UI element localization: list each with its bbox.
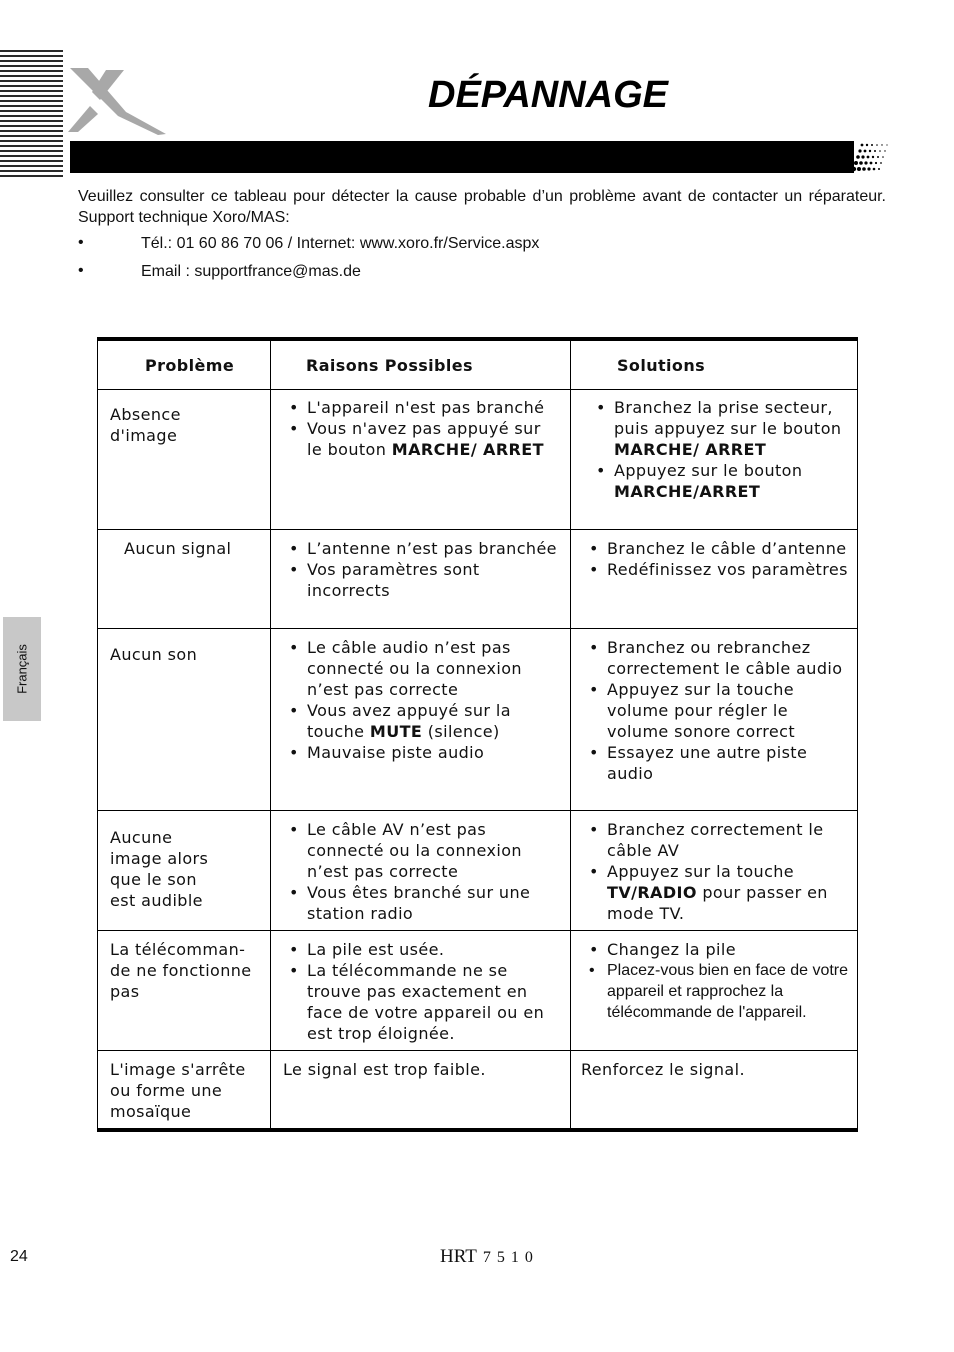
reason-text: Vous êtes branché sur une station radio <box>307 883 531 923</box>
reason-text: Vous avez appuyé sur la touche <box>307 701 511 741</box>
list-item <box>281 637 566 700</box>
header-reasons-label: Raisons Possibles <box>306 355 473 375</box>
reason-text: Mauvaise piste audio <box>307 743 485 762</box>
list-item <box>281 882 566 924</box>
reason-bold-text: MUTE <box>369 722 423 741</box>
list-item <box>281 960 566 1044</box>
language-tab-label: Français <box>14 644 30 694</box>
solution-text: Appuyez sur le bouton <box>614 461 803 480</box>
list-item <box>588 397 851 460</box>
table-row <box>98 390 858 530</box>
list-item <box>581 861 851 924</box>
contact-phone-text: Tél.: 01 60 86 70 06 / Internet: www.xoro.fr/Service.aspx <box>141 235 540 252</box>
reasons-cell <box>271 811 571 931</box>
reason-text: Le câble audio n’est pas connecté ou la connexion n’est pas correcte <box>307 638 522 699</box>
problem-text: Aucun signal <box>124 539 232 558</box>
list-item <box>281 538 560 559</box>
problem-cell <box>98 390 271 530</box>
solutions-cell <box>571 629 858 811</box>
intro-paragraph: Veuillez consulter ce tableau pour détecter la cause probable d’un problème avant de contacter un réparateur. Support technique Xoro/MAS: <box>78 188 886 226</box>
reasons-cell <box>271 1051 571 1131</box>
reason-text: L’antenne n’est pas branchée <box>307 539 557 558</box>
problem-text: Aucune image alors que le son est audible <box>110 828 209 910</box>
problem-cell <box>98 1051 271 1131</box>
problem-cell <box>98 629 271 811</box>
solutions-cell <box>571 931 858 1051</box>
problem-text: La télécomman-de ne fonctionne pas <box>110 940 252 1001</box>
reason-text: Vos paramètres sont incorrects <box>307 560 480 600</box>
list-item <box>281 418 560 460</box>
list-item <box>581 538 851 559</box>
list-item <box>581 939 851 960</box>
table-row <box>98 931 858 1051</box>
solution-text: Changez la pile <box>607 940 736 959</box>
halftone-dots <box>850 141 890 173</box>
title-bar <box>70 141 854 173</box>
solution-text: Essayez une autre piste audio <box>607 743 808 783</box>
table-row <box>98 530 858 629</box>
header-problem-label: Problème <box>145 355 235 375</box>
solution-bold-text: MARCHE/ARRET <box>614 482 761 501</box>
reason-text: La pile est usée. <box>307 940 445 959</box>
solutions-cell <box>571 1051 858 1131</box>
list-item <box>581 742 851 784</box>
table-row <box>98 811 858 931</box>
model-number: 7510 <box>482 1249 539 1266</box>
margin-stripes <box>0 50 63 180</box>
table-row <box>98 629 858 811</box>
problem-text: Absence d'image <box>110 405 181 445</box>
model-prefix: HRT <box>440 1246 477 1267</box>
solution-bold-text: TV/RADIO <box>607 883 697 902</box>
solution-text: Branchez ou rebranchez correctement le câble audio <box>607 638 843 678</box>
reason-text: La télécommande ne se trouve pas exactement en face de votre appareil ou en est trop éloignée. <box>307 961 545 1043</box>
reason-bold-text: MARCHE/ ARRET <box>391 440 544 459</box>
solution-text: Branchez correctement le câble AV <box>607 820 824 860</box>
list-item <box>588 460 851 502</box>
table-row <box>98 1051 858 1131</box>
model-name <box>440 1246 539 1268</box>
reason-text: Le signal est trop faible. <box>283 1060 486 1079</box>
list-item <box>281 700 566 742</box>
bullet-icon: • <box>78 262 84 279</box>
reason-text-after: (silence) <box>422 722 500 741</box>
solution-text: Branchez le câble d’antenne <box>607 539 847 558</box>
table-header-row <box>98 339 858 390</box>
solutions-cell <box>571 390 858 530</box>
bullet-icon: • <box>78 234 84 251</box>
problem-cell <box>98 530 271 629</box>
list-item <box>281 742 566 763</box>
list-item <box>581 679 851 742</box>
solution-text: Redéfinissez vos paramètres <box>607 560 848 579</box>
contact-email-text: Email : supportfrance@mas.de <box>141 263 361 280</box>
list-item <box>581 819 851 861</box>
header-solutions <box>571 339 858 390</box>
header-problem <box>98 339 271 390</box>
troubleshooting-table <box>97 337 858 1132</box>
xoro-logo-icon <box>66 66 166 138</box>
reason-text: L'appareil n'est pas branché <box>307 398 545 417</box>
solutions-cell <box>571 530 858 629</box>
language-tab <box>3 617 41 721</box>
solution-text: Placez-vous bien en face de votre appareil et rapprochez la télécommande de l'appareil. <box>607 962 849 1021</box>
list-item <box>581 637 851 679</box>
solution-bold-text: MARCHE/ ARRET <box>614 440 767 459</box>
solutions-cell <box>571 811 858 931</box>
page-number: 24 <box>10 1248 28 1265</box>
reasons-cell <box>271 530 571 629</box>
reasons-cell <box>271 931 571 1051</box>
problem-text: L'image s'arrête ou forme une mosaïque <box>110 1060 246 1121</box>
problem-cell <box>98 811 271 931</box>
page-title: DÉPANNAGE <box>428 74 668 116</box>
reasons-cell <box>271 629 571 811</box>
header-solutions-label: Solutions <box>617 355 706 375</box>
solution-text-after: pour passer en mode TV. <box>607 883 828 923</box>
list-item <box>581 960 851 1023</box>
list-item <box>281 559 560 601</box>
reason-text: Vous n'avez pas appuyé sur le bouton <box>307 419 541 459</box>
header-reasons <box>271 339 571 390</box>
solution-text: Branchez la prise secteur, puis appuyez sur le bouton <box>614 398 842 438</box>
solution-text: Appuyez sur la touche volume pour régler le volume sonore correct <box>607 680 795 741</box>
list-item <box>581 559 851 580</box>
solution-text: Appuyez sur la touche <box>607 862 795 881</box>
list-item <box>281 819 566 882</box>
reasons-cell <box>271 390 571 530</box>
list-item <box>281 939 566 960</box>
problem-text: Aucun son <box>110 645 198 664</box>
reason-text: Le câble AV n’est pas connecté ou la connexion n’est pas correcte <box>307 820 522 881</box>
problem-cell <box>98 931 271 1051</box>
solution-text: Renforcez le signal. <box>581 1060 745 1079</box>
list-item <box>281 397 560 418</box>
